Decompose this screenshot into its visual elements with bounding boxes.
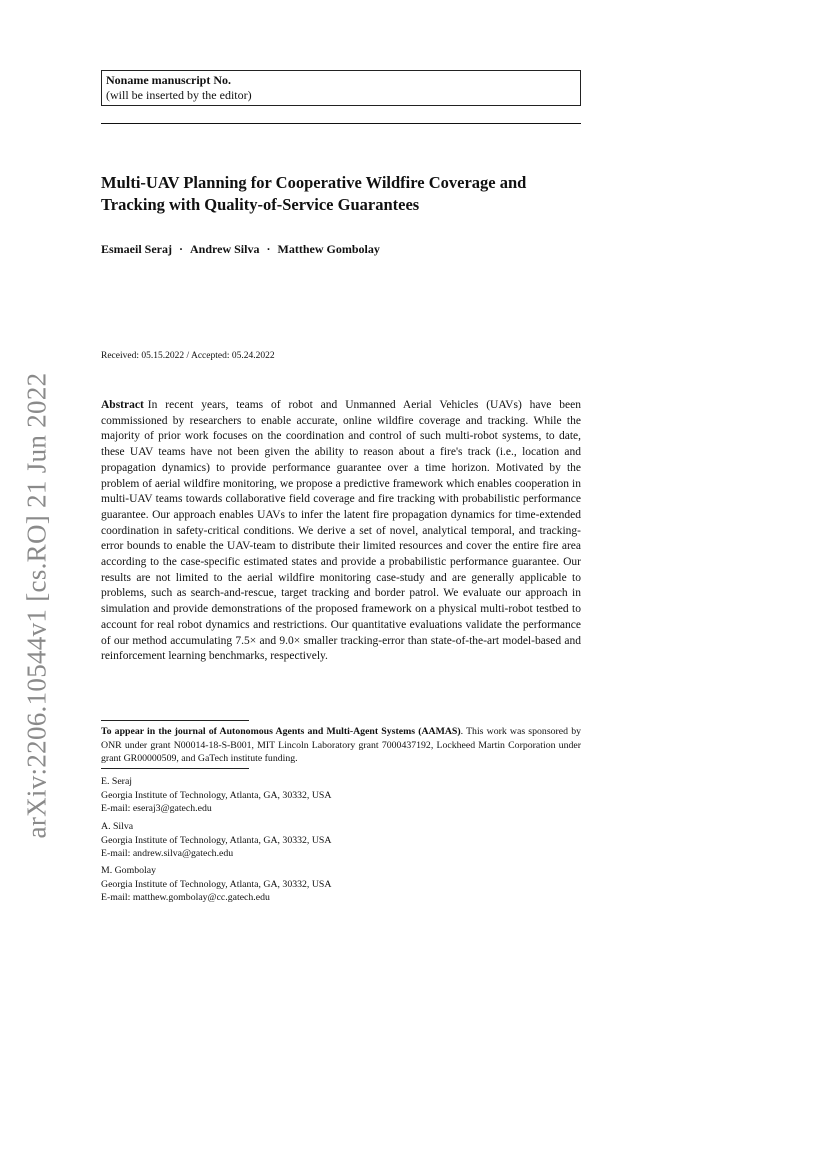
affiliation-email[interactable]: E-mail: matthew.gombolay@cc.gatech.edu xyxy=(101,892,270,903)
affiliation-name: M. Gombolay xyxy=(101,865,156,876)
funding-footnote xyxy=(101,725,581,766)
footnote-text: . This work was sponsored by ONR under grant N00014-18-S-B001, MIT Lincoln Laboratory grant 7000437192, Lockheed Martin Corporation under grant GR00000509, and GaTech institute funding. xyxy=(101,726,581,764)
footnote-rule xyxy=(101,720,249,721)
submission-dates: Received: 05.15.2022 / Accepted: 05.24.2022 xyxy=(101,351,275,361)
abstract-label: Abstract xyxy=(101,399,144,411)
manuscript-note: (will be inserted by the editor) xyxy=(106,88,252,102)
manuscript-title: Noname manuscript No. xyxy=(106,73,231,87)
affiliation-block xyxy=(101,820,581,861)
affiliation-email[interactable]: E-mail: andrew.silva@gatech.edu xyxy=(101,848,234,859)
arxiv-id[interactable]: arXiv:2206.10544v1 [cs.RO] 21 Jun 2022 xyxy=(21,372,52,838)
paper-title: Multi-UAV Planning for Cooperative Wildfire Coverage and Tracking with Quality-of-Service Guarantees xyxy=(101,173,527,214)
abstract-text: In recent years, teams of robot and Unmanned Aerial Vehicles (UAVs) have been commissioned by researchers to enable accurate, online wildfire coverage and tracking. While the majority of prior work focuses on the coordination and control of such multi-robot systems, to date, these UAV teams have not been given the ability to reason about a fire's track (i.e., location and propagation dynamics) to provide performance guarantee over a time horizon. Motivated by the problem of aerial wildfire monitoring, we propose a predictive framework which enables cooperation in multi-UAV teams towards collaborative field coverage and fire tracking with probabilistic performance guarantee. Our approach enables UAVs to infer the latent fire propagation dynamics for time-extended coordination in safety-critical conditions. We derive a set of novel, analytical temporal, and tracking-error bounds to enable the UAV-team to distribute their limited resources and cover the entire fire area according to the case-specific estimated states and provide a probabilistic performance guarantee. Our results are not limited to the aerial wildfire monitoring case-study and are generally applicable to problems, such as search-and-rescue, target tracking and border patrol. We evaluate our approach in simulation and provide demonstrations of the proposed framework on a physical multi-robot testbed to account for real robot dynamics and restrictions. Our quantitative evaluations validate the performance of our method accumulating 7.5× and 9.0× smaller tracking-error than state-of-the-art model-based and reinforcement learning benchmarks, respectively. xyxy=(101,399,581,663)
affiliation-name: E. Seraj xyxy=(101,776,133,787)
header-rule xyxy=(101,123,581,124)
affiliation-block xyxy=(101,775,581,816)
affiliation-institution: Georgia Institute of Technology, Atlanta, GA, 30332, USA xyxy=(101,878,332,890)
manuscript-box xyxy=(101,70,581,106)
author-name: Andrew Silva xyxy=(190,242,260,256)
author-separator: · xyxy=(179,242,184,256)
affiliation-block xyxy=(101,864,581,905)
footnote-rule xyxy=(101,768,249,769)
author-list xyxy=(101,241,581,257)
author-name: Esmaeil Seraj xyxy=(101,242,172,256)
abstract xyxy=(101,398,581,665)
affiliation-name: A. Silva xyxy=(101,821,134,832)
affiliation-institution: Georgia Institute of Technology, Atlanta, GA, 30332, USA xyxy=(101,834,332,846)
affiliation-email[interactable]: E-mail: eseraj3@gatech.edu xyxy=(101,803,212,814)
author-separator: · xyxy=(266,242,271,256)
affiliation-institution: Georgia Institute of Technology, Atlanta, GA, 30332, USA xyxy=(101,789,332,801)
author-name: Matthew Gombolay xyxy=(277,242,380,256)
footnote-venue: To appear in the journal of Autonomous Agents and Multi-Agent Systems (AAMAS) xyxy=(101,726,461,737)
arxiv-stamp xyxy=(22,360,52,850)
